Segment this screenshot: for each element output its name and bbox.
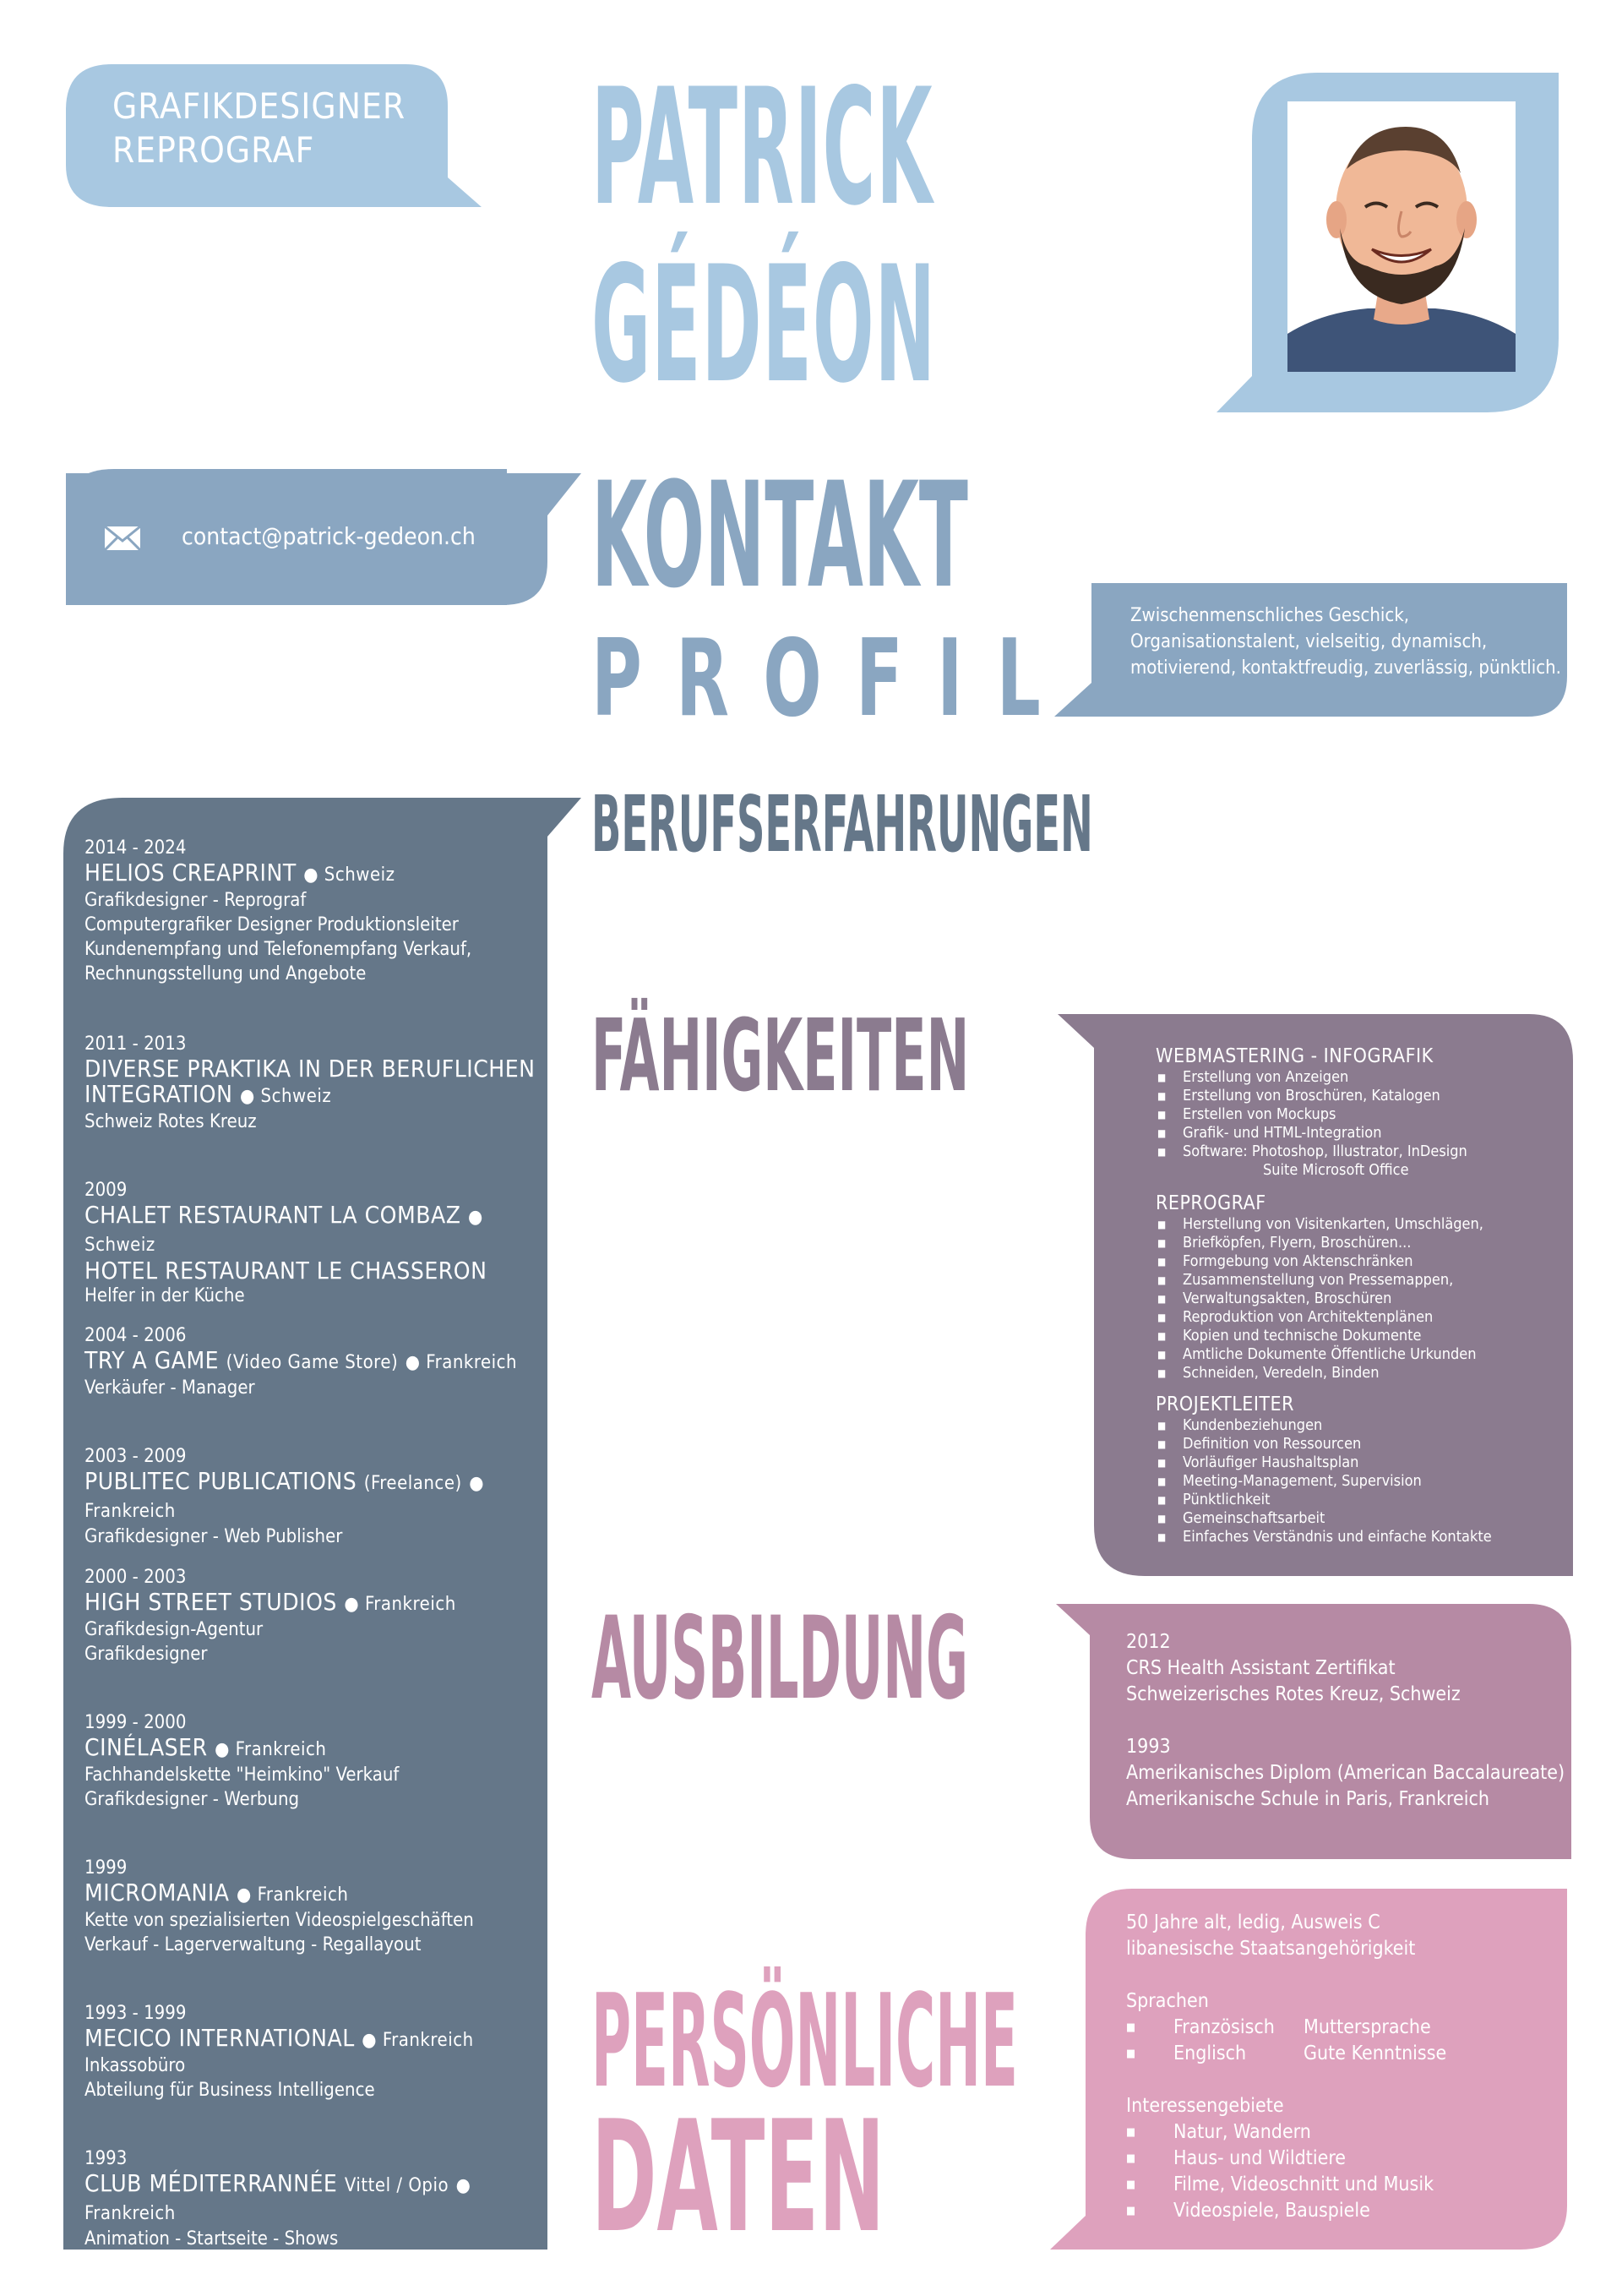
last-name: GÉDÉON xyxy=(591,232,937,418)
first-name: PATRICK xyxy=(591,54,933,241)
job-title xyxy=(112,85,406,172)
skill-item: ■ Erstellung von Broschüren, Katalogen xyxy=(1156,1087,1561,1105)
experience-detail: Grafikdesigner - Reprograf xyxy=(84,890,307,911)
experience-years: 2004 - 2006 xyxy=(84,1325,187,1346)
experience-entry xyxy=(84,1179,558,1308)
experience-years: 2011 - 2013 xyxy=(84,1033,187,1055)
experience-company: CINÉLASER ● Frankreich xyxy=(84,1733,327,1761)
experience-entry xyxy=(84,1566,558,1666)
avatar xyxy=(1287,101,1516,372)
experience-company: CHALET RESTAURANT LA COMBAZ ● Schweiz xyxy=(84,1201,483,1256)
experience-detail: Rechnungsstellung und Angebote xyxy=(84,963,367,984)
experience-years: 1999 xyxy=(84,1857,128,1879)
envelope-icon xyxy=(104,526,141,551)
skill-item: ■ Verwaltungsakten, Broschüren xyxy=(1156,1290,1561,1308)
experience-company: INTEGRATION ● Schweiz xyxy=(84,1080,332,1108)
interest-item: ■ Natur, Wandern xyxy=(1126,2119,1549,2146)
experience-entry xyxy=(84,1033,558,1134)
education-detail: CRS Health Assistant Zertifikat xyxy=(1126,1657,1396,1679)
skill-item: ■ Pünktlichkeit xyxy=(1156,1491,1561,1509)
job-title-line2: REPROGRAF xyxy=(112,129,315,171)
heading-profil: PROFIL xyxy=(591,616,1075,740)
profile-line: Zwischenmenschliches Geschick, xyxy=(1130,605,1410,626)
experience-entry xyxy=(84,1711,558,1812)
experience-years: 2009 xyxy=(84,1180,128,1201)
experience-company: DIVERSE PRAKTIKA IN DER BERUFLICHEN xyxy=(84,1055,536,1083)
skill-item: ■ Herstellung von Visitenkarten, Umschlägen, xyxy=(1156,1215,1561,1234)
experience-years: 1993 - 1999 xyxy=(84,2003,187,2024)
skill-item: ■ Zusammenstellung von Pressemappen, xyxy=(1156,1271,1561,1290)
experience-detail: Abteilung für Business Intelligence xyxy=(84,2080,375,2101)
experience-detail: Verkauf - Lagerverwaltung - Regallayout xyxy=(84,1934,422,1955)
experience-detail: Animation - Startseite - Shows xyxy=(84,2228,339,2250)
skill-item: ■ Kopien und technische Dokumente xyxy=(1156,1327,1561,1345)
education-year: 1993 xyxy=(1126,1736,1171,1758)
education-year: 2012 xyxy=(1126,1631,1171,1653)
education-content xyxy=(1126,1629,1565,1813)
experience-detail: Kundenempfang und Telefonempfang Verkauf, xyxy=(84,939,472,960)
experience-detail: Grafikdesigner - Werbung xyxy=(84,1789,300,1810)
job-title-line1: GRAFIKDESIGNER xyxy=(112,85,406,127)
skill-item: ■ Formgebung von Aktenschränken xyxy=(1156,1252,1561,1271)
experience-company: HOTEL RESTAURANT LE CHASSERON xyxy=(84,1257,487,1284)
skill-item: ■ Briefköpfen, Flyern, Broschüren... xyxy=(1156,1234,1561,1252)
skill-item: ■ Reproduktion von Architektenplänen xyxy=(1156,1308,1561,1327)
experience-detail: Helfer in der Küche xyxy=(84,1285,245,1306)
experience-company: MICROMANIA ● Frankreich xyxy=(84,1879,349,1906)
experience-company: CLUB MÉDITERRANNÉE Vittel / Opio ● Frankreich xyxy=(84,2169,471,2224)
skill-item: ■ Erstellen von Mockups xyxy=(1156,1105,1561,1124)
skill-item: ■ Kundenbeziehungen xyxy=(1156,1416,1561,1435)
education-detail: Schweizerisches Rotes Kreuz, Schweiz xyxy=(1126,1683,1461,1705)
experience-years: 1993 xyxy=(84,2148,128,2169)
experience-detail: Schweiz Rotes Kreuz xyxy=(84,1111,257,1132)
skill-item: ■ Gemeinschaftsarbeit xyxy=(1156,1509,1561,1528)
experience-years: 2003 - 2009 xyxy=(84,1446,187,1467)
experience-years: 2000 - 2003 xyxy=(84,1567,187,1588)
skill-item: ■ Software: Photoshop, Illustrator, InDesign xyxy=(1156,1143,1561,1161)
interests-title: Interessengebiete xyxy=(1126,2095,1284,2117)
heading-personal-2: DATEN xyxy=(591,2087,885,2266)
experience-years: 1999 - 2000 xyxy=(84,1712,187,1733)
interest-item: ■ Haus- und Wildtiere xyxy=(1126,2146,1549,2172)
skill-item: ■ Einfaches Verständnis und einfache Kontakte xyxy=(1156,1528,1561,1546)
experience-entry xyxy=(84,1857,558,1957)
experience-entry xyxy=(84,2147,558,2251)
skills-content xyxy=(1156,1044,1561,1557)
experience-entry xyxy=(84,2002,558,2102)
language-item: ■ Französisch Muttersprache xyxy=(1126,2015,1549,2041)
experience-detail: Inkassobüro xyxy=(84,2055,186,2076)
profile-line: Organisationstalent, vielseitig, dynamisch, xyxy=(1130,631,1488,652)
skill-item: ■ Meeting-Management, Supervision xyxy=(1156,1472,1561,1491)
profile-text xyxy=(1130,603,1561,681)
skill-item: ■ Erstellung von Anzeigen xyxy=(1156,1068,1561,1087)
personal-content xyxy=(1126,1910,1549,2224)
personal-detail: 50 Jahre alt, ledig, Ausweis C xyxy=(1126,1912,1380,1933)
skill-item: ■ Schneiden, Veredeln, Binden xyxy=(1156,1364,1561,1383)
experience-detail: Fachhandelskette "Heimkino" Verkauf xyxy=(84,1764,400,1786)
experience-company: HIGH STREET STUDIOS ● Frankreich xyxy=(84,1588,456,1616)
experience-company: HELIOS CREAPRINT ● Schweiz xyxy=(84,859,395,886)
heading-kontakt: KONTAKT xyxy=(591,450,968,620)
heading-experience: BERUFSERFAHRUNGEN xyxy=(591,779,1093,870)
skills-section-title: REPROGRAF xyxy=(1156,1192,1266,1214)
languages-title: Sprachen xyxy=(1126,1990,1209,2012)
skills-section-title: PROJEKTLEITER xyxy=(1156,1393,1294,1415)
experience-detail: Kette von spezialisierten Videospielgeschäften xyxy=(84,1910,474,1931)
experience-entry xyxy=(84,1445,558,1549)
experience-detail: Grafikdesign-Agentur xyxy=(84,1619,264,1640)
experience-company: TRY A GAME (Video Game Store) ● Frankreich xyxy=(84,1346,518,1374)
experience-detail: Computergrafiker Designer Produktionsleiter xyxy=(84,914,459,935)
skill-item: ■ Grafik- und HTML-Integration xyxy=(1156,1124,1561,1143)
experience-company: MECICO INTERNATIONAL ● Frankreich xyxy=(84,2024,474,2052)
skill-item-continuation: Suite Microsoft Office xyxy=(1263,1161,1409,1179)
heading-skills: FÄHIGKEITEN xyxy=(591,997,970,1114)
education-detail: Amerikanische Schule in Paris, Frankreich xyxy=(1126,1788,1490,1810)
education-detail: Amerikanisches Diplom (American Baccalaureate) xyxy=(1126,1762,1565,1784)
experience-company: PUBLITEC PUBLICATIONS (Freelance) ● Frankreich xyxy=(84,1467,484,1522)
interest-item: ■ Filme, Videoschnitt und Musik xyxy=(1126,2172,1549,2198)
skills-section-title: WEBMASTERING - INFOGRAFIK xyxy=(1156,1045,1434,1067)
email-link[interactable]: contact@patrick-gedeon.ch xyxy=(182,522,476,550)
skill-item: ■ Vorläufiger Haushaltsplan xyxy=(1156,1453,1561,1472)
personal-detail: libanesische Staatsangehörigkeit xyxy=(1126,1938,1416,1960)
experience-detail: Verkäufer - Manager xyxy=(84,1377,255,1399)
heading-personal-1: PERSÖNLICHE xyxy=(591,1966,1018,2116)
experience-entry xyxy=(84,837,558,986)
skill-item: ■ Definition von Ressourcen xyxy=(1156,1435,1561,1453)
experience-years: 2014 - 2024 xyxy=(84,837,187,859)
heading-education: AUSBILDUNG xyxy=(591,1592,968,1725)
skill-item: ■ Amtliche Dokumente Öffentliche Urkunden xyxy=(1156,1345,1561,1364)
experience-detail: Grafikdesigner - Web Publisher xyxy=(84,1526,343,1547)
experience-detail: Grafikdesigner xyxy=(84,1644,208,1665)
interest-item: ■ Videospiele, Bauspiele xyxy=(1126,2198,1549,2224)
profile-line: motivierend, kontaktfreudig, zuverlässig, pünktlich. xyxy=(1130,657,1561,679)
language-item: ■ Englisch Gute Kenntnisse xyxy=(1126,2041,1549,2067)
experience-entry xyxy=(84,1324,558,1400)
